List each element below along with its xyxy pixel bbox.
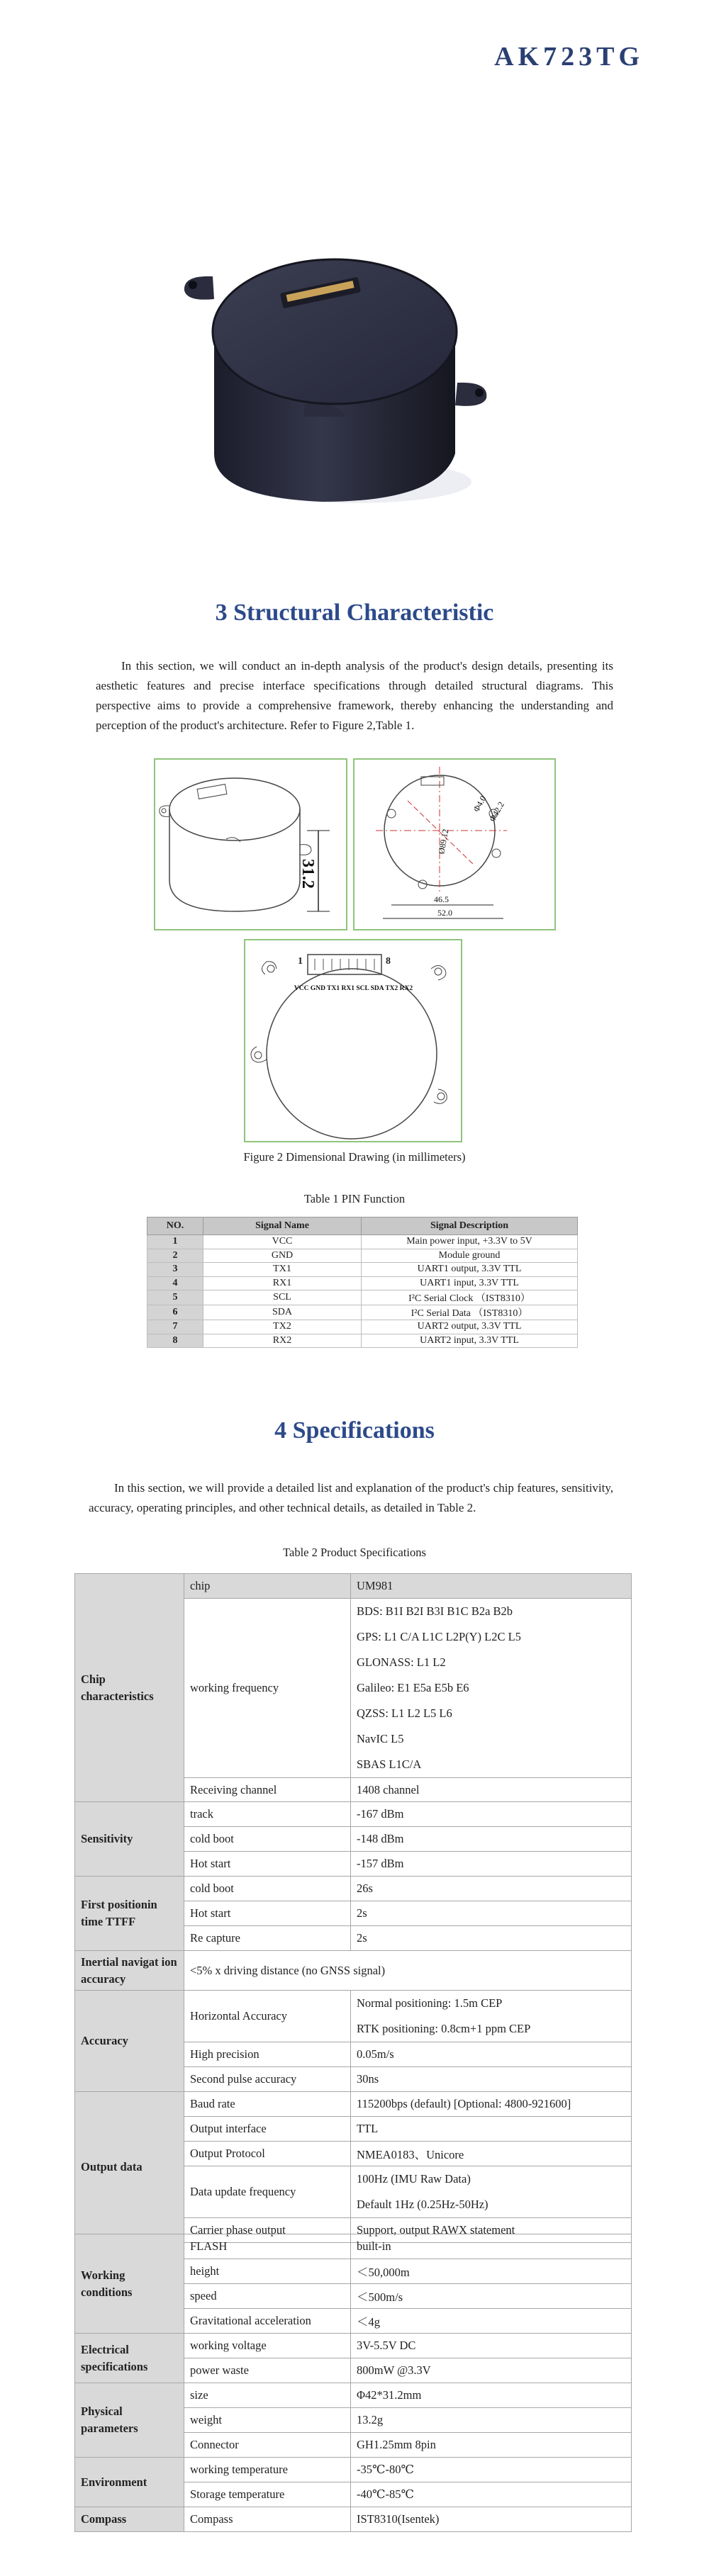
value-line: GLONASS: L1 L2 [357,1655,446,1669]
table-row [75,2458,632,2482]
table-cell: 4 [147,1276,203,1290]
table-cell: GND [203,1249,362,1263]
value-cell: 800mW @3.3V [351,2358,632,2383]
table-row [75,2334,632,2358]
table-header-cell: Signal Name [203,1217,362,1235]
table-1-caption: Table 1 PIN Function [303,1192,406,1205]
product-model: AK723TG [494,42,644,72]
table-header-cell: NO. [147,1217,203,1235]
pin-1-marker: 1 [298,956,303,967]
param-cell: Hot start [184,1901,351,1926]
category-cell: First positionin time TTFF [75,1877,184,1951]
table-cell: Main power input, +3.3V to 5V [362,1235,578,1249]
table-header-row [147,1217,578,1235]
table-cell: 3 [147,1263,203,1277]
pin-view-drawing [244,939,462,1142]
category-cell: Inertial navigat ion accuracy [75,1951,184,1991]
table-row [75,2507,632,2532]
param-cell: Connector [184,2433,351,2458]
table-header-cell: Signal Description [362,1217,578,1235]
param-cell: Storage temperature [184,2482,351,2507]
table-cell: 8 [147,1334,203,1348]
category-cell: Working conditions [75,2234,184,2334]
table-cell: UART2 input, 3.3V TTL [362,1334,578,1348]
value-cell: <5% x driving distance (no GNSS signal) [184,1951,632,1991]
category-cell: Environment [75,2458,184,2507]
param-cell: Data update frequency [184,2166,351,2218]
value-cell: Φ42*31.2mm [351,2383,632,2408]
table-cell: I²C Serial Clock （IST8310） [362,1290,578,1305]
param-cell: working temperature [184,2458,351,2482]
table-row [75,1991,632,2042]
param-cell: size [184,2383,351,2408]
value-cell: 30ns [351,2067,632,2092]
dim-width-2: 52.0 [437,908,452,918]
value-cell: UM981 [351,1574,632,1599]
value-cell: IST8310(Isentek) [351,2507,632,2532]
spec-table-part-1 [74,1573,632,2243]
param-cell: Hot start [184,1852,351,1877]
param-cell: Output Protocol [184,2142,351,2166]
param-cell: power waste [184,2358,351,2383]
param-cell: cold boot [184,1827,351,1852]
value-line: RTK positioning: 0.8cm+1 ppm CEP [357,2022,531,2035]
value-cell: TTL [351,2117,632,2142]
param-cell: chip [184,1574,351,1599]
table-cell: TX1 [203,1263,362,1277]
table-cell: RX2 [203,1334,362,1348]
value-cell: 13.2g [351,2408,632,2433]
value-cell: NMEA0183、Unicore [351,2142,632,2166]
value-line: QZSS: L1 L2 L5 L6 [357,1706,452,1720]
category-cell: Output data [75,2092,184,2243]
product-photo [0,234,709,567]
table-cell: 2 [147,1249,203,1263]
param-cell: Second pulse accuracy [184,2067,351,2092]
param-cell: Carrier phase output [184,2218,351,2243]
param-cell: Gravitational acceleration [184,2309,351,2334]
table-row [147,1320,578,1334]
value-cell: built-in [351,2234,632,2259]
value-line: 100Hz (IMU Raw Data) [357,2172,471,2186]
table-row [75,1802,632,1827]
param-cell: weight [184,2408,351,2433]
param-cell: Horizontal Accuracy [184,1991,351,2042]
pin-strip-labels: VCC GND TX1 RX1 SCL SDA TX2 RX2 [294,985,413,992]
table-row [147,1290,578,1305]
param-cell: working voltage [184,2334,351,2358]
value-line: Galileo: E1 E5a E5b E6 [357,1681,469,1694]
value-cell: 2s [351,1901,632,1926]
table-cell: I²C Serial Data （IST8310） [362,1305,578,1320]
value-cell: -148 dBm [351,1827,632,1852]
table-row [147,1334,578,1348]
value-cell: -157 dBm [351,1852,632,1877]
param-cell: High precision [184,2042,351,2067]
section-4-intro: In this section, we will provide a detailed list and explanation of the product's chip features, sensitivity, accuracy, operating principles, and other technical details, as detailed in Table 2. [89,1481,613,1514]
value-cell: 0.05m/s [351,2042,632,2067]
table-row [75,1951,632,1991]
param-cell: Baud rate [184,2092,351,2117]
value-line: NavIC L5 [357,1732,404,1745]
pin-function-table [147,1217,578,1348]
pin-8-marker: 8 [386,956,391,967]
param-cell: working frequency [184,1599,351,1778]
table-row [147,1235,578,1249]
category-cell: Accuracy [75,1991,184,2092]
table-row [75,2092,632,2117]
table-row [75,1877,632,1901]
table-row [147,1276,578,1290]
param-cell: Output interface [184,2117,351,2142]
table-row [75,2234,632,2259]
value-cell: ＜500m/s [351,2284,632,2309]
value-cell: ＜4g [351,2309,632,2334]
param-cell: Compass [184,2507,351,2532]
category-cell: Chip characteristics [75,1574,184,1802]
value-cell: ＜50,000m [351,2259,632,2284]
top-view-drawing [353,758,556,930]
value-line: SBAS L1C/A [357,1757,422,1771]
dim-height: 31.2 [298,859,317,889]
value-cell: GH1.25mm 8pin [351,2433,632,2458]
section-3-title: 3 Structural Characteristic [215,600,494,626]
table-row [147,1305,578,1320]
category-cell: Physical parameters [75,2383,184,2458]
table-cell: UART1 output, 3.3V TTL [362,1263,578,1277]
value-cell: -40℃-85℃ [351,2482,632,2507]
table-cell: VCC [203,1235,362,1249]
value-cell [351,2166,632,2218]
value-line: GPS: L1 C/A L1C L2P(Y) L2C L5 [357,1630,521,1643]
category-cell: Compass [75,2507,184,2532]
table-cell: 7 [147,1320,203,1334]
value-cell: 1408 channel [351,1778,632,1802]
table-row [147,1249,578,1263]
value-cell: Support, output RAWX statement [351,2218,632,2243]
dim-inner-dia: Φ4.0 [471,794,489,814]
param-cell: track [184,1802,351,1827]
side-view-drawing [154,758,347,930]
value-cell [351,1991,632,2042]
table-cell: UART2 output, 3.3V TTL [362,1320,578,1334]
spec-table-part-2 [74,2234,632,2532]
value-line: BDS: B1I B2I B3I B1C B2a B2b [357,1604,513,1618]
dim-width-1: 46.5 [434,894,449,904]
value-line: Normal positioning: 1.5m CEP [357,1996,503,2010]
value-cell: 26s [351,1877,632,1901]
value-cell: 3V-5.5V DC [351,2334,632,2358]
table-cell: 6 [147,1305,203,1320]
table-row [75,2383,632,2408]
value-line: Default 1Hz (0.25Hz-50Hz) [357,2198,489,2211]
table-cell: SCL [203,1290,362,1305]
section-4-title: 4 Specifications [274,1417,435,1444]
category-cell: Electrical specifications [75,2334,184,2383]
value-cell: -35℃-80℃ [351,2458,632,2482]
category-cell: Sensitivity [75,1802,184,1877]
param-cell: FLASH [184,2234,351,2259]
table-cell: RX1 [203,1276,362,1290]
param-cell: cold boot [184,1877,351,1901]
table-row [75,1574,632,1599]
table-cell: Module ground [362,1249,578,1263]
value-cell: 2s [351,1926,632,1951]
section-3-intro: In this section, we will conduct an in-depth analysis of the product's design details, presenting its aesthetic features and precise interface specifications through detailed structural diagrams. This perspective aims to provide a comprehensive framework, thereby enhancing the understanding and perception of the product's architecture. Refer to Figure 2,Table 1. [96,659,613,732]
figure-2-caption: Figure 2 Dimensional Drawing (in millimeters) [243,1150,466,1164]
table-cell: UART1 input, 3.3V TTL [362,1276,578,1290]
table-cell: SDA [203,1305,362,1320]
value-cell [351,1599,632,1778]
param-cell: Re capture [184,1926,351,1951]
table-2-caption: Table 2 Product Specifications [283,1546,426,1559]
param-cell: height [184,2259,351,2284]
table-cell: 1 [147,1235,203,1249]
table-cell: TX2 [203,1320,362,1334]
dim-diagonal: Ø89.12 [436,828,451,855]
param-cell: Receiving channel [184,1778,351,1802]
value-cell: 115200bps (default) [Optional: 4800-921600] [351,2092,632,2117]
table-cell: 5 [147,1290,203,1305]
table-row [147,1263,578,1277]
value-cell: -167 dBm [351,1802,632,1827]
dim-outer-dia: Φ42.2 [486,799,506,823]
param-cell: speed [184,2284,351,2309]
